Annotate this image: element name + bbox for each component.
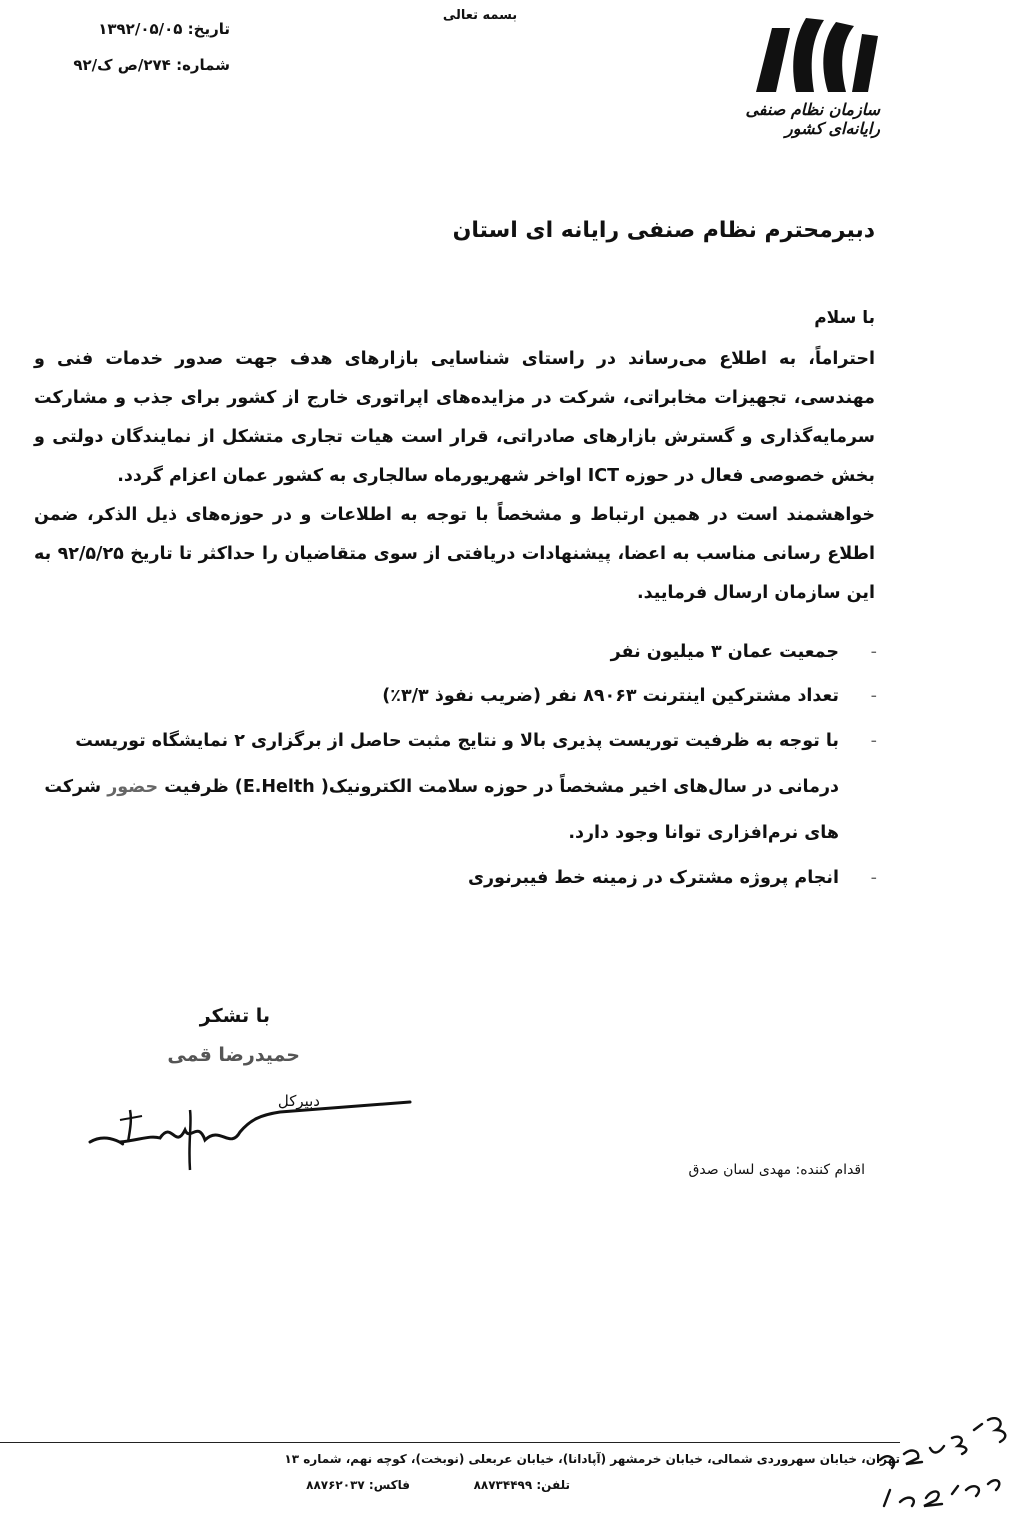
signature-icon xyxy=(80,1080,420,1175)
footer-phone: تلفن: ۸۸۷۳۴۴۹۹ xyxy=(473,1478,570,1492)
bullet-text: انجام پروژه مشترک در زمینه خط فیبرنوری xyxy=(468,868,839,888)
list-item xyxy=(34,674,877,718)
footer-divider xyxy=(0,1442,900,1443)
bullet-text-faded: حضور xyxy=(107,777,159,797)
org-logo-icon xyxy=(750,14,880,94)
bullet-text: تعداد مشترکین اینترنت ۸۹۰۶۳ نفر (ضریب نفوذ ۳/۳٪) xyxy=(382,686,839,706)
letter-number: شماره: ۲۷۴/ص ک/۹۲ xyxy=(73,56,230,74)
bullet-marker: - xyxy=(870,642,877,662)
bullet-marker: - xyxy=(870,868,877,888)
bullet-marker: - xyxy=(870,731,877,751)
bullet-text: با توجه به ظرفیت توریست پذیری بالا و نتایج مثبت حاصل از برگزاری ۲ نمایشگاه توریست درمانی در سال‌های اخیر مشخصاً در حوزه سلامت الکترونیک( E.Helth) ظرفیت xyxy=(75,731,839,797)
body-paragraph: احتراماً، به اطلاع می‌رساند در راستای شناسایی بازارهای هدف جهت صدور خدمات فنی و مهندسی، تجهیزات مخابراتی، شرکت در مزایده‌های اپراتوری خارج از کشور برای جذب و مشارکت سرمایه‌گذاری و گسترش بازارهای صادراتی، قرار است هیات تجاری متشکل از نمایندگان دولتی و بخش خصوصی فعال در حوزه ICT اواخر شهریورماه سالجاری به کشور عمان اعزام گردد. xyxy=(34,349,875,486)
org-name: سازمان نظام صنفی رایانه‌ای کشور xyxy=(745,100,880,138)
list-item xyxy=(34,856,877,900)
footer-fax: فاکس: ۸۸۷۶۲۰۳۷ xyxy=(306,1478,410,1492)
footer-address: تهران، خیابان سهروردی شمالی، خیابان خرمشهر (آپادانا)، خیابان عربعلی (نوبخت)، کوچه نهم، شماره ۱۳ xyxy=(284,1452,900,1466)
bullet-text: جمعیت عمان ۳ میلیون نفر xyxy=(610,642,839,662)
closing: با تشکر xyxy=(199,1005,270,1027)
signer-name: حمیدرضا قمی xyxy=(167,1044,300,1066)
body-paragraph: خواهشمند است در همین ارتباط و مشخصاً با توجه به اطلاعات و در حوزه‌های ذیل الذکر، ضمن اطلاع رسانی مناسب به اعضا، پیشنهادات دریافتی از سوی متقاضیان را حداکثر تا تاریخ ۹۲/۵/۲۵ به این سازمان ارسال فرمایید. xyxy=(34,505,876,603)
letter-date: تاریخ: ۱۳۹۲/۰۵/۰۵ xyxy=(98,20,230,38)
bullet-text-continued: شرکت های نرم‌افزاری توانا وجود دارد. xyxy=(44,777,839,843)
bullet-list xyxy=(34,630,877,900)
handwritten-note-icon xyxy=(870,1390,1020,1515)
action-by: اقدام کننده: مهدی لسان صدق xyxy=(688,1162,865,1178)
list-item xyxy=(34,718,877,856)
signer-title: دبیرکل xyxy=(277,1092,320,1110)
bullet-marker: - xyxy=(870,686,877,706)
recipient: دبیرمحترم نظام صنفی رایانه ای استان xyxy=(452,218,875,243)
salutation: با سلام xyxy=(814,308,875,328)
letter-body xyxy=(34,340,875,613)
list-item xyxy=(34,630,877,674)
invocation: بسمه تعالی xyxy=(442,8,518,23)
